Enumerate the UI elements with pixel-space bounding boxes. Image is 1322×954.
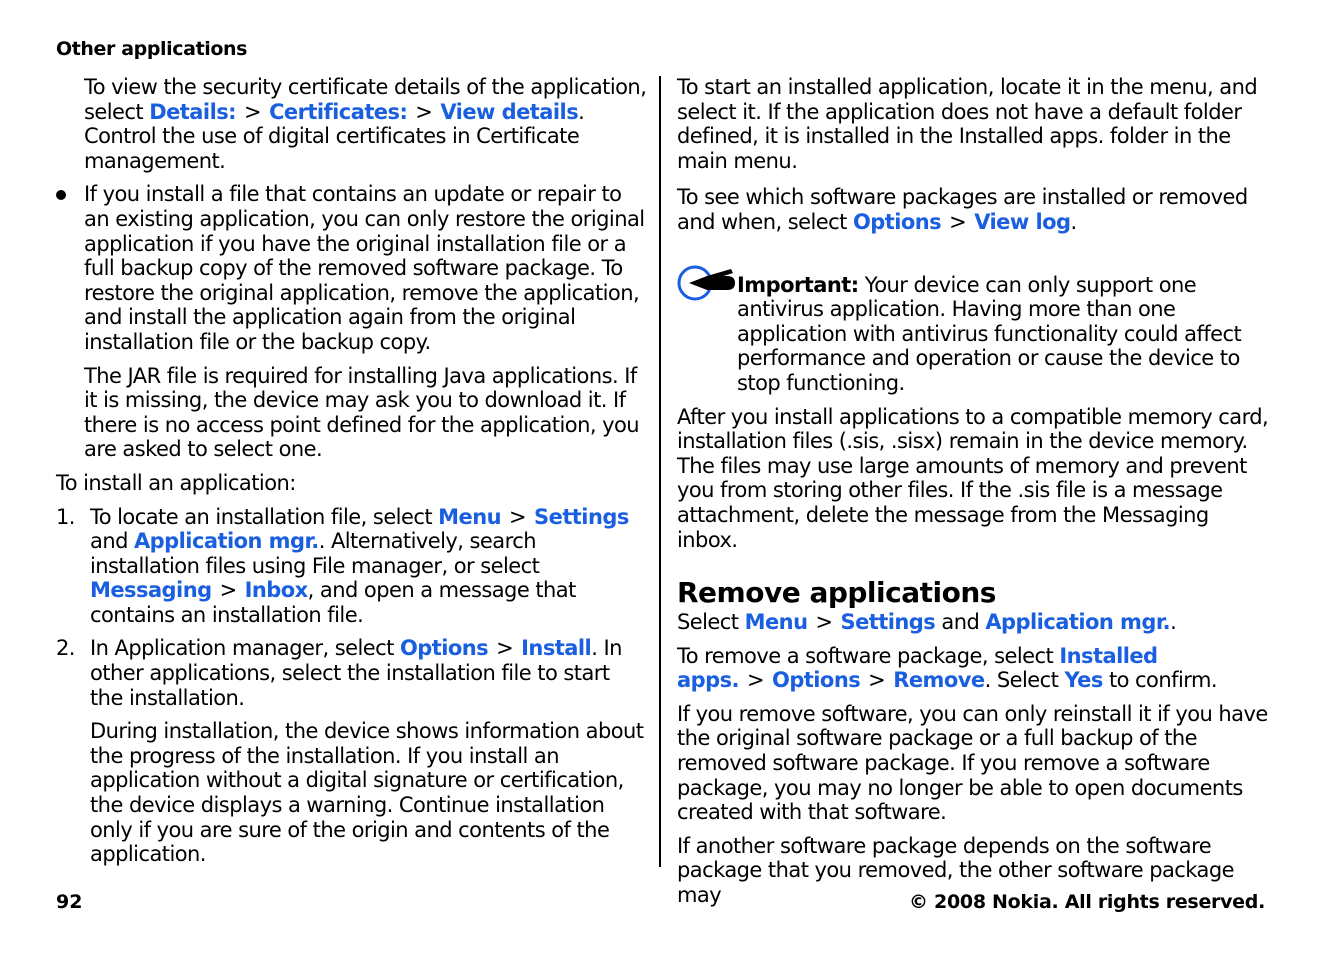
view-log-link[interactable]: View log [974, 209, 1071, 234]
reinstall-paragraph: If you remove software, you can only reinstall it if you have the original software package or a full backup of the removed software package. If you remove a software package, you may no longer be able to open documents created with that software. [677, 701, 1268, 825]
options-link[interactable]: Options [772, 668, 861, 693]
bullet-item: If you install a file that contains an update or repair to an existing application, you can only restore the original application if you have the original installation file or a full backup copy of the removed software package. To restore the original application, remove the application, and install the application again from the original installation file or the backup copy. [56, 182, 648, 354]
important-paragraph: Important: Your device can only support one antivirus application. Having more than one application with antivirus functionality could affect performance and operation or cause the device to stop functioning. [737, 272, 1242, 395]
memory-paragraph: After you install applications to a compatible memory card, installation files (.sis, .sisx) remain in the device memory. The files may use large amounts of memory and prevent you from storing other files. If the .sis file is a message attachment, delete the message from the Messaging inbox. [677, 404, 1269, 552]
menu-link[interactable]: Menu [744, 610, 808, 635]
left-column [56, 75, 648, 867]
jar-paragraph: The JAR file is required for installing Java applications. If it is missing, the device may ask you to download it. If there is no access point defined for the application, you are asked to select one. [84, 363, 640, 462]
important-hand-icon [677, 263, 737, 303]
application-mgr-link[interactable]: Application mgr. [133, 529, 319, 554]
installed-apps-link[interactable]: Installed apps. [677, 643, 1158, 693]
yes-link[interactable]: Yes [1064, 668, 1103, 693]
step-1: 1. To locate an installation file, select Menu > Settings and Application mgr.. Alternatively, search installation files using File manager, or select Messaging > Inbox, and open a message that contains an installation file. [56, 504, 629, 627]
certificate-paragraph: To view the security certificate details of the application, select Details: > Certificates: > View details. Control the use of digital certificates in Certificate management. [84, 75, 647, 173]
messaging-link[interactable]: Messaging [90, 578, 212, 603]
install-intro: To install an application: [56, 470, 296, 495]
step-2: 2. In Application manager, select Options > Install. In other applications, select the installation file to start the installation. [56, 636, 622, 710]
certificates-link[interactable]: Certificates: [269, 99, 408, 124]
copyright: © 2008 Nokia. All rights reserved. [909, 891, 1265, 913]
options-link[interactable]: Options [852, 209, 942, 234]
start-app-paragraph: To start an installed application, locate it in the menu, and select it. If the application does not have a default folder defined, it is installed in the Installed apps. folder in the main menu. [677, 75, 1258, 173]
remove-applications-heading: Remove applications [677, 576, 996, 610]
details-link[interactable]: Details: [149, 99, 237, 124]
bullet-icon [56, 190, 66, 200]
select-paragraph: Select Menu > Settings and Application mgr.. [677, 610, 1177, 635]
view-details-link[interactable]: View details [440, 99, 579, 124]
application-mgr-link[interactable]: Application mgr. [985, 610, 1171, 635]
section-header: Other applications [56, 38, 248, 60]
important-label: Important: [737, 272, 859, 297]
dependency-paragraph: If another software package depends on the software package that you removed, the other software package may [677, 833, 1235, 908]
install-link[interactable]: Install [521, 636, 592, 661]
right-column [677, 75, 1269, 908]
remove-paragraph: To remove a software package, select Installed apps. > Options > Remove. Select Yes to confirm. [677, 643, 1217, 693]
step-number: 1. [56, 504, 75, 529]
inbox-link[interactable]: Inbox [244, 578, 308, 603]
remove-link[interactable]: Remove [893, 668, 985, 693]
view-log-paragraph: To see which software packages are installed or removed and when, select Options > View log. [677, 185, 1248, 234]
settings-link[interactable]: Settings [534, 504, 629, 529]
menu-link[interactable]: Menu [438, 504, 501, 529]
column-divider [659, 76, 661, 867]
step-number: 2. [56, 636, 75, 661]
installation-info-paragraph: During installation, the device shows information about the progress of the installation. If you install an application without a digital signature or certification, the device displays a warning. Continue installation only if you are sure of the origin and contents of the application. [90, 719, 644, 867]
important-note [677, 273, 1269, 396]
options-link[interactable]: Options [399, 636, 489, 661]
page-number: 92 [56, 891, 83, 913]
settings-link[interactable]: Settings [840, 610, 936, 635]
